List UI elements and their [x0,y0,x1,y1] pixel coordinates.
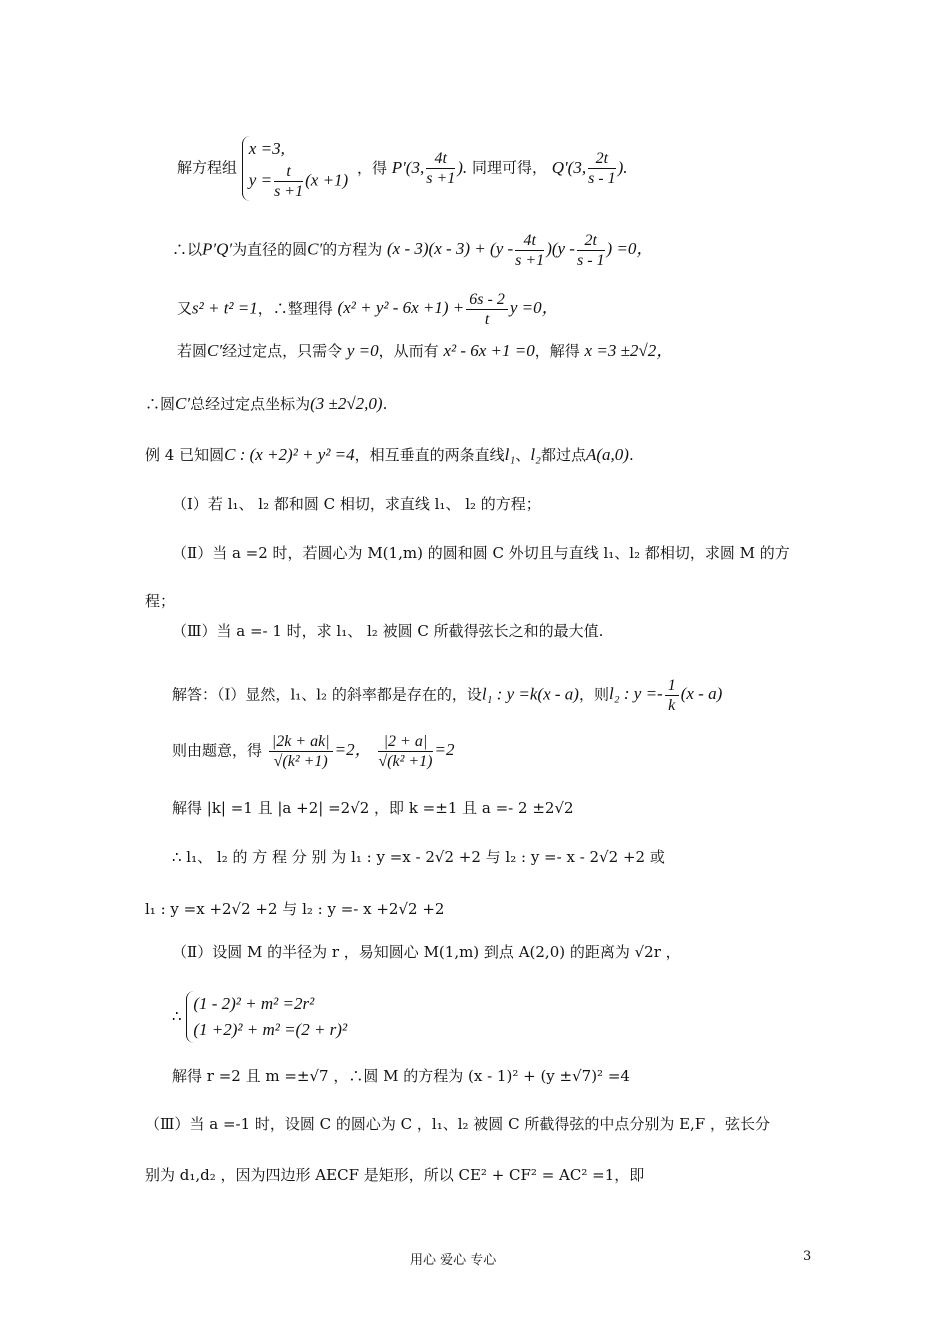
same-reasoning: 同理可得， [471,158,547,177]
example-t2: ，相互垂直的两条直线 [354,446,505,464]
answer-1-l1: l₁ : y =k(x - a) [481,684,579,704]
fixed-solution: x =3 ±2√2， [584,341,674,360]
q-prime-point: Q'(3, $\frac{2t}{s - 1}$ ). [551,150,628,188]
answer-1b-lead: 则由题意，得 [172,741,263,760]
answer-2-brace [186,991,347,1043]
system-eq1: x =3, [248,139,285,158]
answer-2-lead: ∴ [172,1007,182,1025]
distance-eq-2: $\frac{|2 + a|}{\text{√(k² +1)}}$ =2 [378,733,455,770]
s-t-relation: s² + t² =1 [192,298,258,318]
system-eq2: y = $\frac{t}{s +1}$ (x +1) [248,163,349,200]
question-1: （Ⅰ）若 l₁、 l₂ 都和圆 C 相切，求直线 l₁、 l₂ 的方程； [172,495,541,513]
answer-2b: 解得 r =2 且 m =±√7 ，∴圆 M 的方程为 (x - 1)² + (y ±√7)² =4 [172,1067,630,1085]
conclusion-lead: ∴圆 [145,395,176,413]
answer-1-lead: 解答：（Ⅰ）显然， [172,685,291,704]
system-line [177,136,628,201]
example-end: . [628,446,634,464]
circle-equation-line [172,231,653,270]
answer-3b: 别为 d₁,d₂ ，因为四边形 AECF 是矩形，所以 CE² + CF² = AC² =1，即 [145,1166,645,1184]
example-l1: l₁ [504,445,516,464]
example-circle: C : (x +2)² + y² =4 [224,445,355,464]
answer-1-t1: l₁、l₂ 的斜率都是存在的，设 [290,685,482,704]
question-2-cont: 程； [145,592,176,610]
answer-1e: l₁ : y =x +2√2 +2 与 l₂ : y =- x +2√2 +2 [145,900,445,918]
question-3: （Ⅲ）当 a =- 1 时，求 l₁、 l₂ 被圆 C 所截得弦长之和的最大值. [172,622,604,640]
fixed-point-line [177,340,673,362]
answer-1-t2: ，则 [578,685,609,704]
circle-c-prime: C′ [307,239,323,259]
answer-1c: 解得 |k| =1 且 |a +2| =2√2 ，即 k =±1 且 a =- 2 ±2√2 [172,799,574,817]
answer-2-system [172,991,347,1043]
p-prime-point: P'(3, $\frac{4t}{s +1}$ ). [391,150,468,188]
answer-1-line [172,676,722,715]
fixed-quadratic: x² - 6x +1 =0 [443,341,535,360]
conclusion-line [145,393,387,415]
example-sep: 、 [515,446,531,464]
answer-2-eq1: (1 - 2)² + m² =2r² [193,994,315,1013]
footer-slogan: 用心 爱心 专心 [410,1253,497,1268]
also-line [177,290,559,329]
fixed-t1: 经过定点，只需令 [222,342,343,360]
circle-eq-mid: 为直径的圆 [232,240,308,259]
example-label: 例 4 [145,446,175,464]
fixed-lead: 若圆 [177,342,208,360]
circle-eq-lead: ∴以 [172,240,203,259]
conclusion-end: . [382,395,388,413]
example-4-line [145,444,634,466]
conclusion-circle: C′ [175,394,191,413]
fixed-y0: y =0 [346,341,379,360]
answer-1b-line [172,732,454,771]
system-lead: 解方程组 [177,158,238,177]
example-l2: l₂ [530,445,541,464]
also-mid: ，∴整理得 [257,299,333,318]
question-2: （Ⅱ）当 a =2 时，若圆心为 M(1,m) 的圆和圆 C 外切且与直线 l₁、l₂ 都相切，求圆 M 的方 [172,544,790,562]
fixed-t2: ，从而有 [378,342,439,360]
system-get: ，得 [356,158,387,177]
circle-eq-expression: (x - 3)(x - 3) + (y - $\frac{4t}{s +1}$ )(y - $\frac{2t}{s - 1}$ ) =0， [387,232,654,269]
pq-segment: P′Q′ [202,239,233,259]
answer-2a: （Ⅱ）设圆 M 的半径为 r ，易知圆心 M(1,m) 到点 A(2,0) 的距离为 √2r ， [172,943,681,961]
conclusion-t1: 总经过定点坐标为 [190,395,311,413]
conclusion-point: (3 ±2√2,0) [310,394,383,413]
equation-system [242,136,348,201]
answer-1d: ∴ l₁、 l₂ 的 方 程 分 别 为 l₁ : y =x - 2√2 +2 与 l₂ : y =- x - 2√2 +2 或 [172,848,665,866]
fixed-circle: C′ [207,341,223,360]
circle-eq-tail: 的方程为 [322,240,383,259]
example-t3: 都过点 [540,446,586,464]
page-number: 3 [803,1249,812,1264]
also-lead: 又 [177,299,193,318]
answer-1-l2: l₂ : y =- $\frac{1}{k}$ (x - a) [608,677,723,714]
answer-2-eq2: (1 +2)² + m² =(2 + r)² [193,1020,348,1039]
example-point: A(a,0) [585,445,629,464]
fixed-t3: ，解得 [534,342,580,360]
also-expression: (x² + y² - 6x +1) + $\frac{6s - 2}{t}$ y =0， [337,291,559,328]
answer-3a: （Ⅲ）当 a =-1 时，设圆 C 的圆心为 C ，l₁、l₂ 被圆 C 所截得弦的中点分别为 E,F ，弦长分 [145,1115,770,1133]
example-t1: 已知圆 [179,446,225,464]
distance-eq-1: $\frac{|2k + ak|}{\text{√(k² +1)}}$ =2， [267,740,372,759]
